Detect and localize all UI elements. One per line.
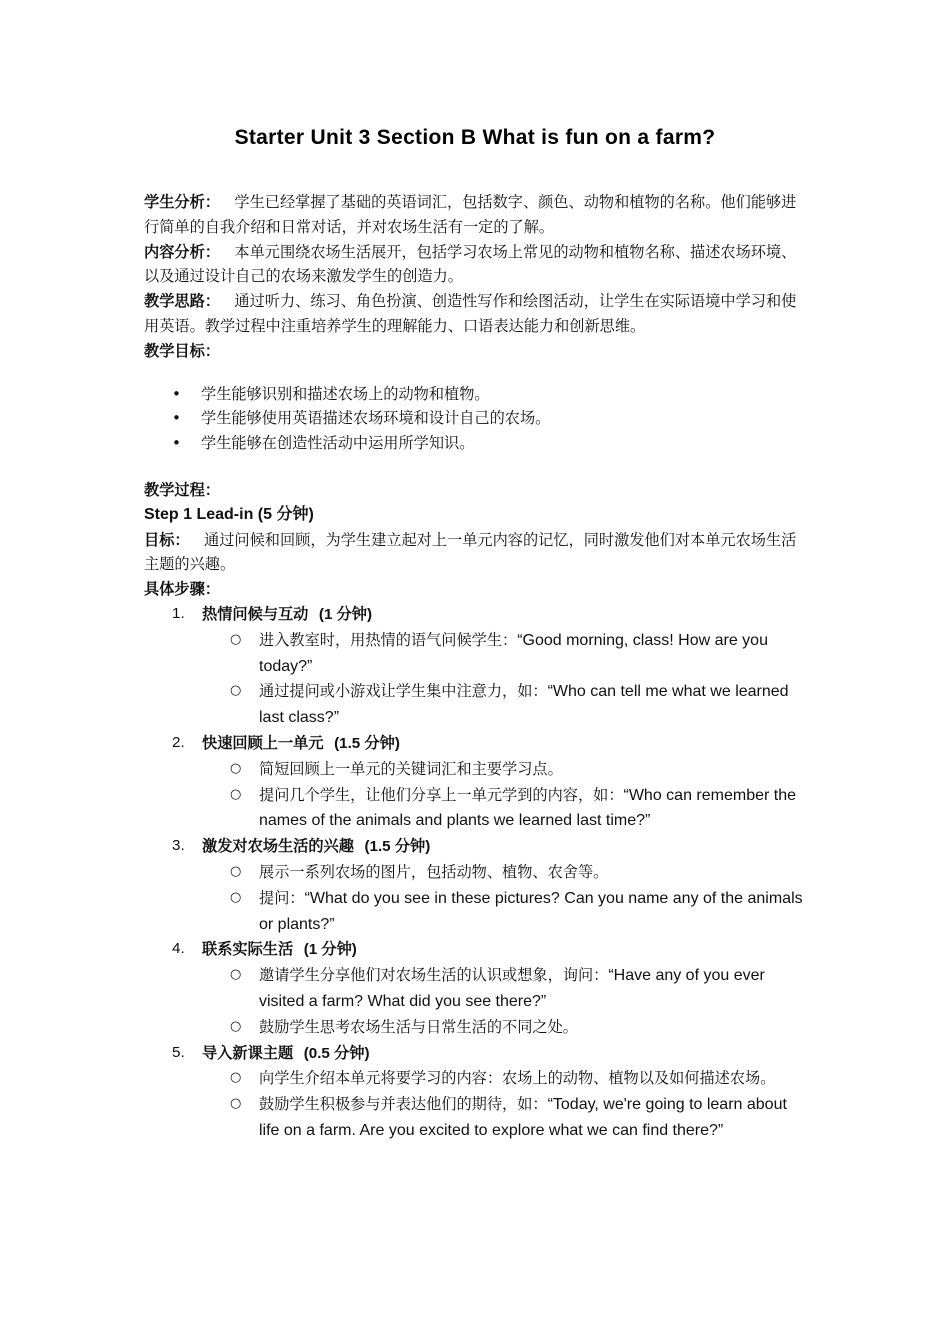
circle-bullet-icon: ○: [230, 1096, 242, 1112]
aim-text: 通过问候和回顾，为学生建立起对上一单元内容的记忆，同时激发他们对本单元农场生活主题的兴趣。: [144, 530, 797, 574]
student-analysis: [144, 190, 806, 240]
step-title: 快速回顾上一单元: [202, 733, 324, 752]
bullet-icon: •: [172, 384, 181, 403]
list-item: • 学生能够使用英语描述农场环境和设计自己的农场。: [144, 406, 806, 431]
circle-bullet-icon: ○: [230, 1070, 242, 1086]
teaching-approach: [144, 289, 806, 339]
list-item: 1. 热情问候与互动 (1 分钟) ○ 进入教室时，用热情的语气问候学生：“Good morning, class! How are you today?” ○ 通过提问或小游戏让学生集中注意力，如：“Who can tell me what we learned last class?”: [144, 602, 806, 731]
list-item: ○ 鼓励学生思考农场生活与日常生活的不同之处。: [144, 1015, 806, 1041]
teaching-approach-label: 教学思路：: [144, 292, 220, 311]
step-title: 导入新课主题: [202, 1043, 294, 1062]
student-analysis-text: 学生已经掌握了基础的英语词汇，包括数字、颜色、动物和植物的名称。他们能够进行简单的自我介绍和日常对话，并对农场生活有一定的了解。: [144, 193, 797, 236]
specific-steps-label: 具体步骤：: [144, 580, 220, 599]
circle-bullet-icon: ○: [230, 631, 242, 647]
list-item: • 学生能够在创造性活动中运用所学知识。: [144, 431, 806, 456]
content-analysis: [144, 240, 806, 290]
circle-bullet-icon: ○: [230, 683, 242, 699]
step-title: 联系实际生活: [202, 940, 294, 959]
step-title: 热情问候与互动: [202, 604, 309, 623]
student-analysis-label: 学生分析：: [144, 193, 220, 211]
circle-bullet-icon: ○: [230, 760, 242, 776]
step-heading: Step 1 Lead-in (5 分钟): [144, 505, 314, 523]
circle-bullet-icon: ○: [230, 786, 242, 802]
step-aim: [144, 528, 806, 578]
list-item: 3. 激发对农场生活的兴趣 (1.5 分钟) ○ 展示一系列农场的图片，包括动物、植物、农舍等。 ○ 提问：“What do you see in these pictures? Can you name any of the animals or plants?”: [144, 834, 806, 937]
document-title: Starter Unit 3 Section B What is fun on a farm?: [234, 126, 716, 149]
list-item: ○ 简短回顾上一单元的关键词汇和主要学习点。: [144, 757, 806, 783]
list-item: 2. 快速回顾上一单元 (1.5 分钟) ○ 简短回顾上一单元的关键词汇和主要学习点。 ○ 提问几个学生，让他们分享上一单元学到的内容，如：“Who can remember the names of the animals and plants we learned last time?”: [144, 731, 806, 834]
list-item: • 学生能够识别和描述农场上的动物和植物。: [144, 382, 806, 407]
teaching-process-label: 教学过程：: [144, 480, 220, 499]
circle-bullet-icon: ○: [230, 1018, 242, 1034]
list-item: 5. 导入新课主题 (0.5 分钟) ○ 向学生介绍本单元将要学习的内容：农场上的动物、植物以及如何描述农场。 ○ 鼓励学生积极参与并表达他们的期待，如：“Today, we're going to learn about life on a farm. Are you excited to explore what we can find there?”: [144, 1041, 806, 1144]
teaching-goals-label: 教学目标：: [144, 341, 220, 360]
list-item: ○ 鼓励学生积极参与并表达他们的期待，如：“Today, we're going to learn about life on a farm. Are you excited to explore what we can find there?”: [144, 1092, 806, 1144]
aim-label: 目标：: [144, 530, 190, 549]
content-analysis-text: 本单元围绕农场生活展开，包括学习农场上常见的动物和植物名称、描述农场环境、以及通过设计自己的农场来激发学生的创造力。: [144, 242, 797, 286]
circle-bullet-icon: ○: [230, 967, 242, 983]
list-item: ○ 展示一系列农场的图片，包括动物、植物、农舍等。: [144, 860, 806, 886]
bullet-icon: •: [172, 434, 181, 453]
list-item: ○ 邀请学生分享他们对农场生活的认识或想象，询问：“Have any of you ever visited a farm? What did you see there?”: [144, 963, 806, 1015]
list-item: ○ 提问：“What do you see in these pictures? Can you name any of the animals or plants?”: [144, 886, 806, 938]
document-body: [144, 190, 806, 1144]
list-item: ○ 向学生介绍本单元将要学习的内容：农场上的动物、植物以及如何描述农场。: [144, 1066, 806, 1092]
circle-bullet-icon: ○: [230, 863, 242, 879]
circle-bullet-icon: ○: [230, 889, 242, 905]
list-item: ○ 进入教室时，用热情的语气问候学生：“Good morning, class! How are you today?”: [144, 628, 806, 680]
list-item: 4. 联系实际生活 (1 分钟) ○ 邀请学生分享他们对农场生活的认识或想象，询问：“Have any of you ever visited a farm? What did you see there?” ○ 鼓励学生思考农场生活与日常生活的不同之处。: [144, 937, 806, 1040]
step-title: 激发对农场生活的兴趣: [202, 837, 354, 856]
content-analysis-label: 内容分析：: [144, 242, 220, 261]
teaching-approach-text: 通过听力、练习、角色扮演、创造性写作和绘图活动，让学生在实际语境中学习和使用英语。教学过程中注重培养学生的理解能力、口语表达能力和创新思维。: [144, 292, 797, 335]
teaching-goals-list: [144, 382, 806, 456]
list-item: ○ 通过提问或小游戏让学生集中注意力，如：“Who can tell me what we learned last class?”: [144, 679, 806, 731]
list-item: ○ 提问几个学生，让他们分享上一单元学到的内容，如：“Who can remember the names of the animals and plants we learned last time?”: [144, 783, 806, 835]
steps-list: [144, 602, 806, 1144]
bullet-icon: •: [172, 409, 181, 428]
